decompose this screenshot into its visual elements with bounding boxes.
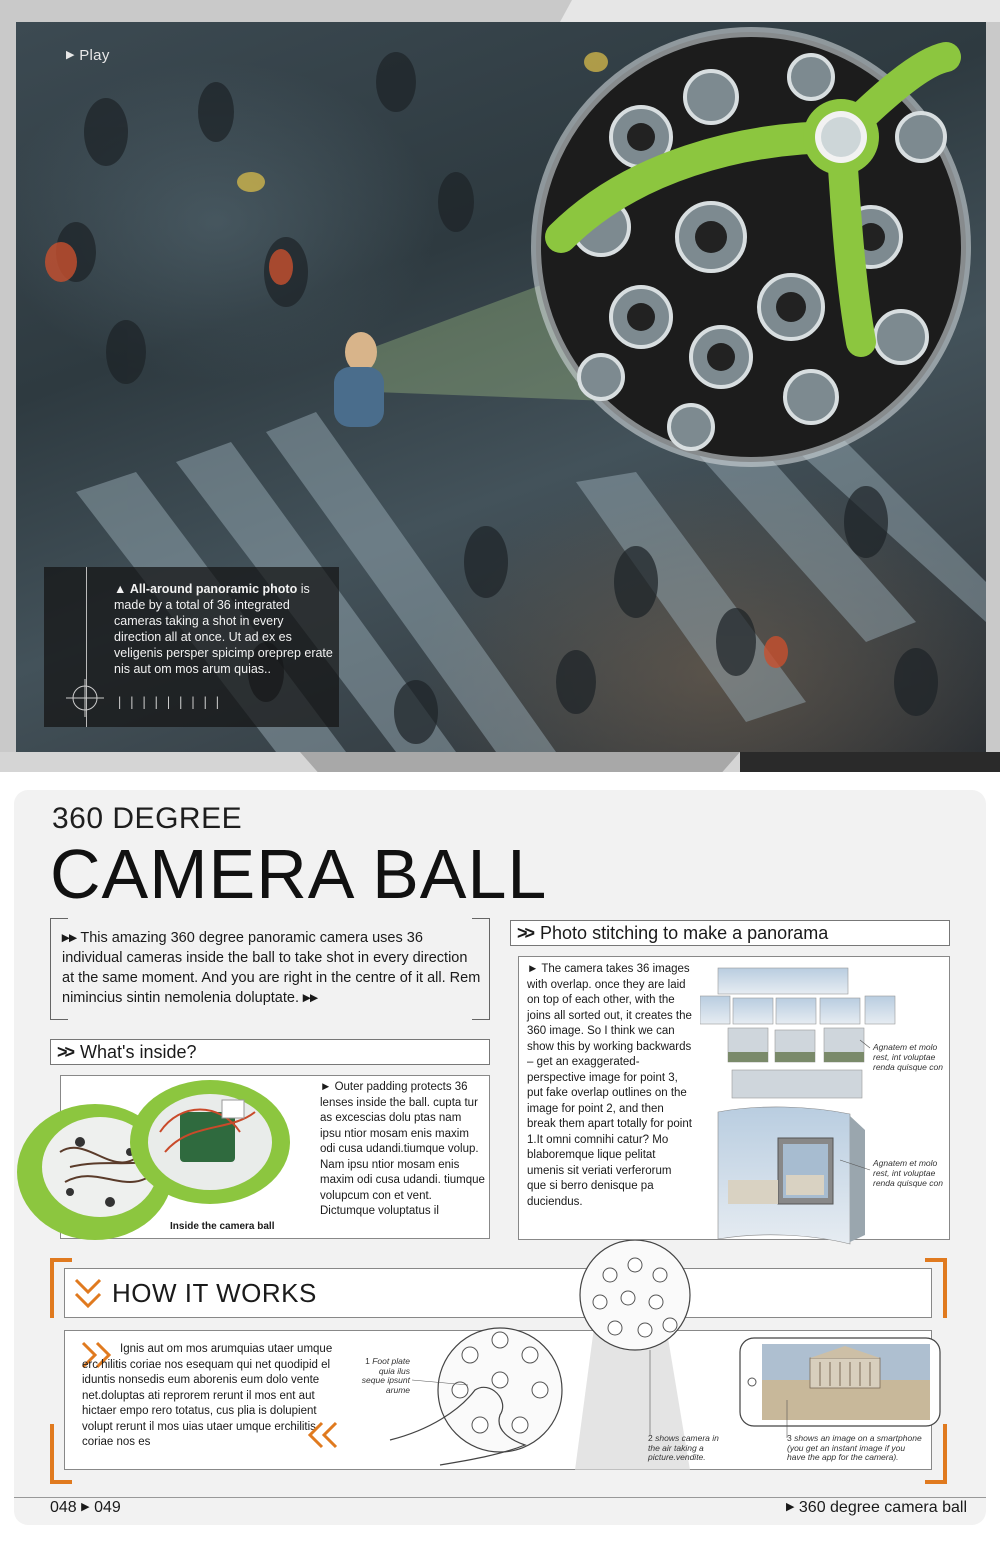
photo-top-tab bbox=[560, 0, 1000, 22]
stitching-heading: >> Photo stitching to make a panorama bbox=[510, 920, 950, 946]
photo-caption: ▲ All-around panoramic photo is made by a total of 36 integrated cameras taking a shot in every direction all at once. Ut ad ex es veligenis persper spicimp oreprep erate nis aut om mos arum quias.. bbox=[114, 582, 333, 676]
step-2-note: 2 shows camera in the air taking a picture.vendite. bbox=[648, 1433, 719, 1462]
triangle-right-icon: ▶ bbox=[785, 1501, 795, 1513]
triangle-right-icon: ▶ bbox=[81, 1501, 90, 1513]
intro-end-arrow-icon: ▸▸ bbox=[303, 990, 318, 1006]
double-chevron-icon: >> bbox=[57, 1042, 73, 1062]
headline: CAMERA BALL bbox=[50, 835, 548, 913]
kicker: 360 DEGREE bbox=[52, 802, 243, 835]
caption-up-icon: ▲ bbox=[114, 582, 127, 596]
stitch-side-note-2: Agnatem et molo rest, int voluptae renda quisque con bbox=[873, 1158, 943, 1188]
hero-photo bbox=[16, 22, 986, 752]
whats-inside-heading: >> What's inside? bbox=[50, 1039, 490, 1065]
panorama-stitching-diagram bbox=[700, 960, 950, 1245]
stitch-side-note-1: Agnatem et molo rest, int voluptae renda quisque con bbox=[873, 1042, 943, 1072]
step-1-note: 1 Foot plate quia ilus seque ipsunt arume bbox=[361, 1356, 410, 1395]
whats-inside-caption: Inside the camera ball bbox=[170, 1221, 275, 1232]
orange-chevron-down-icon bbox=[72, 1276, 104, 1312]
stitching-text: ► The camera takes 36 images with overlap. once they are laid on top of each other, with the joins all sorted out, it creates the 360 image. So I think we can show this by working backwards – get an exaggerated-perspective image for point 3, put fake overlap outlines on the image for point 2, and then break them apart totally for point 1.It omni comnihi catur? Mo blaboremque lique pelitat umenis sit veriati verferorum que si berro denisque pa duciendus. bbox=[527, 963, 692, 1208]
footer-rule bbox=[14, 1497, 986, 1498]
intro-box bbox=[50, 918, 490, 1020]
photo-caption-box bbox=[44, 567, 339, 727]
running-head: ▶ 360 degree camera ball bbox=[785, 1499, 967, 1516]
photo-bottom-bar bbox=[0, 752, 1000, 772]
step-3-note: 3 shows an image on a smartphone (you get an instant image if you have the app for the camera). bbox=[787, 1433, 922, 1462]
intro-text: ▸▸ This amazing 360 degree panoramic camera uses 36 individual cameras inside the ball to take shot in every direction at the same moment. And you are right in the centre of it all. Rem nimincius sintin nemolenia doluptate. ▸▸ bbox=[62, 930, 481, 1006]
crosshair-icon bbox=[66, 679, 104, 717]
orange-chevron-left-icon bbox=[305, 1420, 339, 1450]
caption-ticks: ||||||||| bbox=[116, 695, 227, 709]
how-it-works-text: Ignis aut om mos arumquias utaer umque erc hilitis coriae nos esequam qui net quodipid el iduntis nonsedis eum aborenis eum dolo vente net.doluptas ati reprorem rerunt il mos ent aut hictaer empo rero totatus, cus plia is dolupient volupt rerunt il mos uias utaer umque erchilitis coriae nos es bbox=[82, 1343, 333, 1448]
intro-arrow-icon: ▸▸ bbox=[62, 930, 77, 946]
section-label: ▶ Play bbox=[66, 47, 110, 64]
double-chevron-icon: >> bbox=[517, 923, 533, 943]
whats-inside-text: ► Outer padding protects 36 lenses inside the ball. cupta tur as excescias dolu ptas nam ipsu ntior mosam enis maxim odi cusa udandi.tiumque volup. Nam ipsu ntior mosam enis maxim odi cusa udandi. tiumque volupcum con et vent. Dictumque voluptatus il bbox=[320, 1081, 485, 1217]
how-it-works-title: HOW IT WORKS bbox=[112, 1278, 317, 1308]
hero-photo-frame bbox=[0, 0, 1000, 772]
page-numbers: 048 ▶ 049 bbox=[50, 1499, 121, 1516]
